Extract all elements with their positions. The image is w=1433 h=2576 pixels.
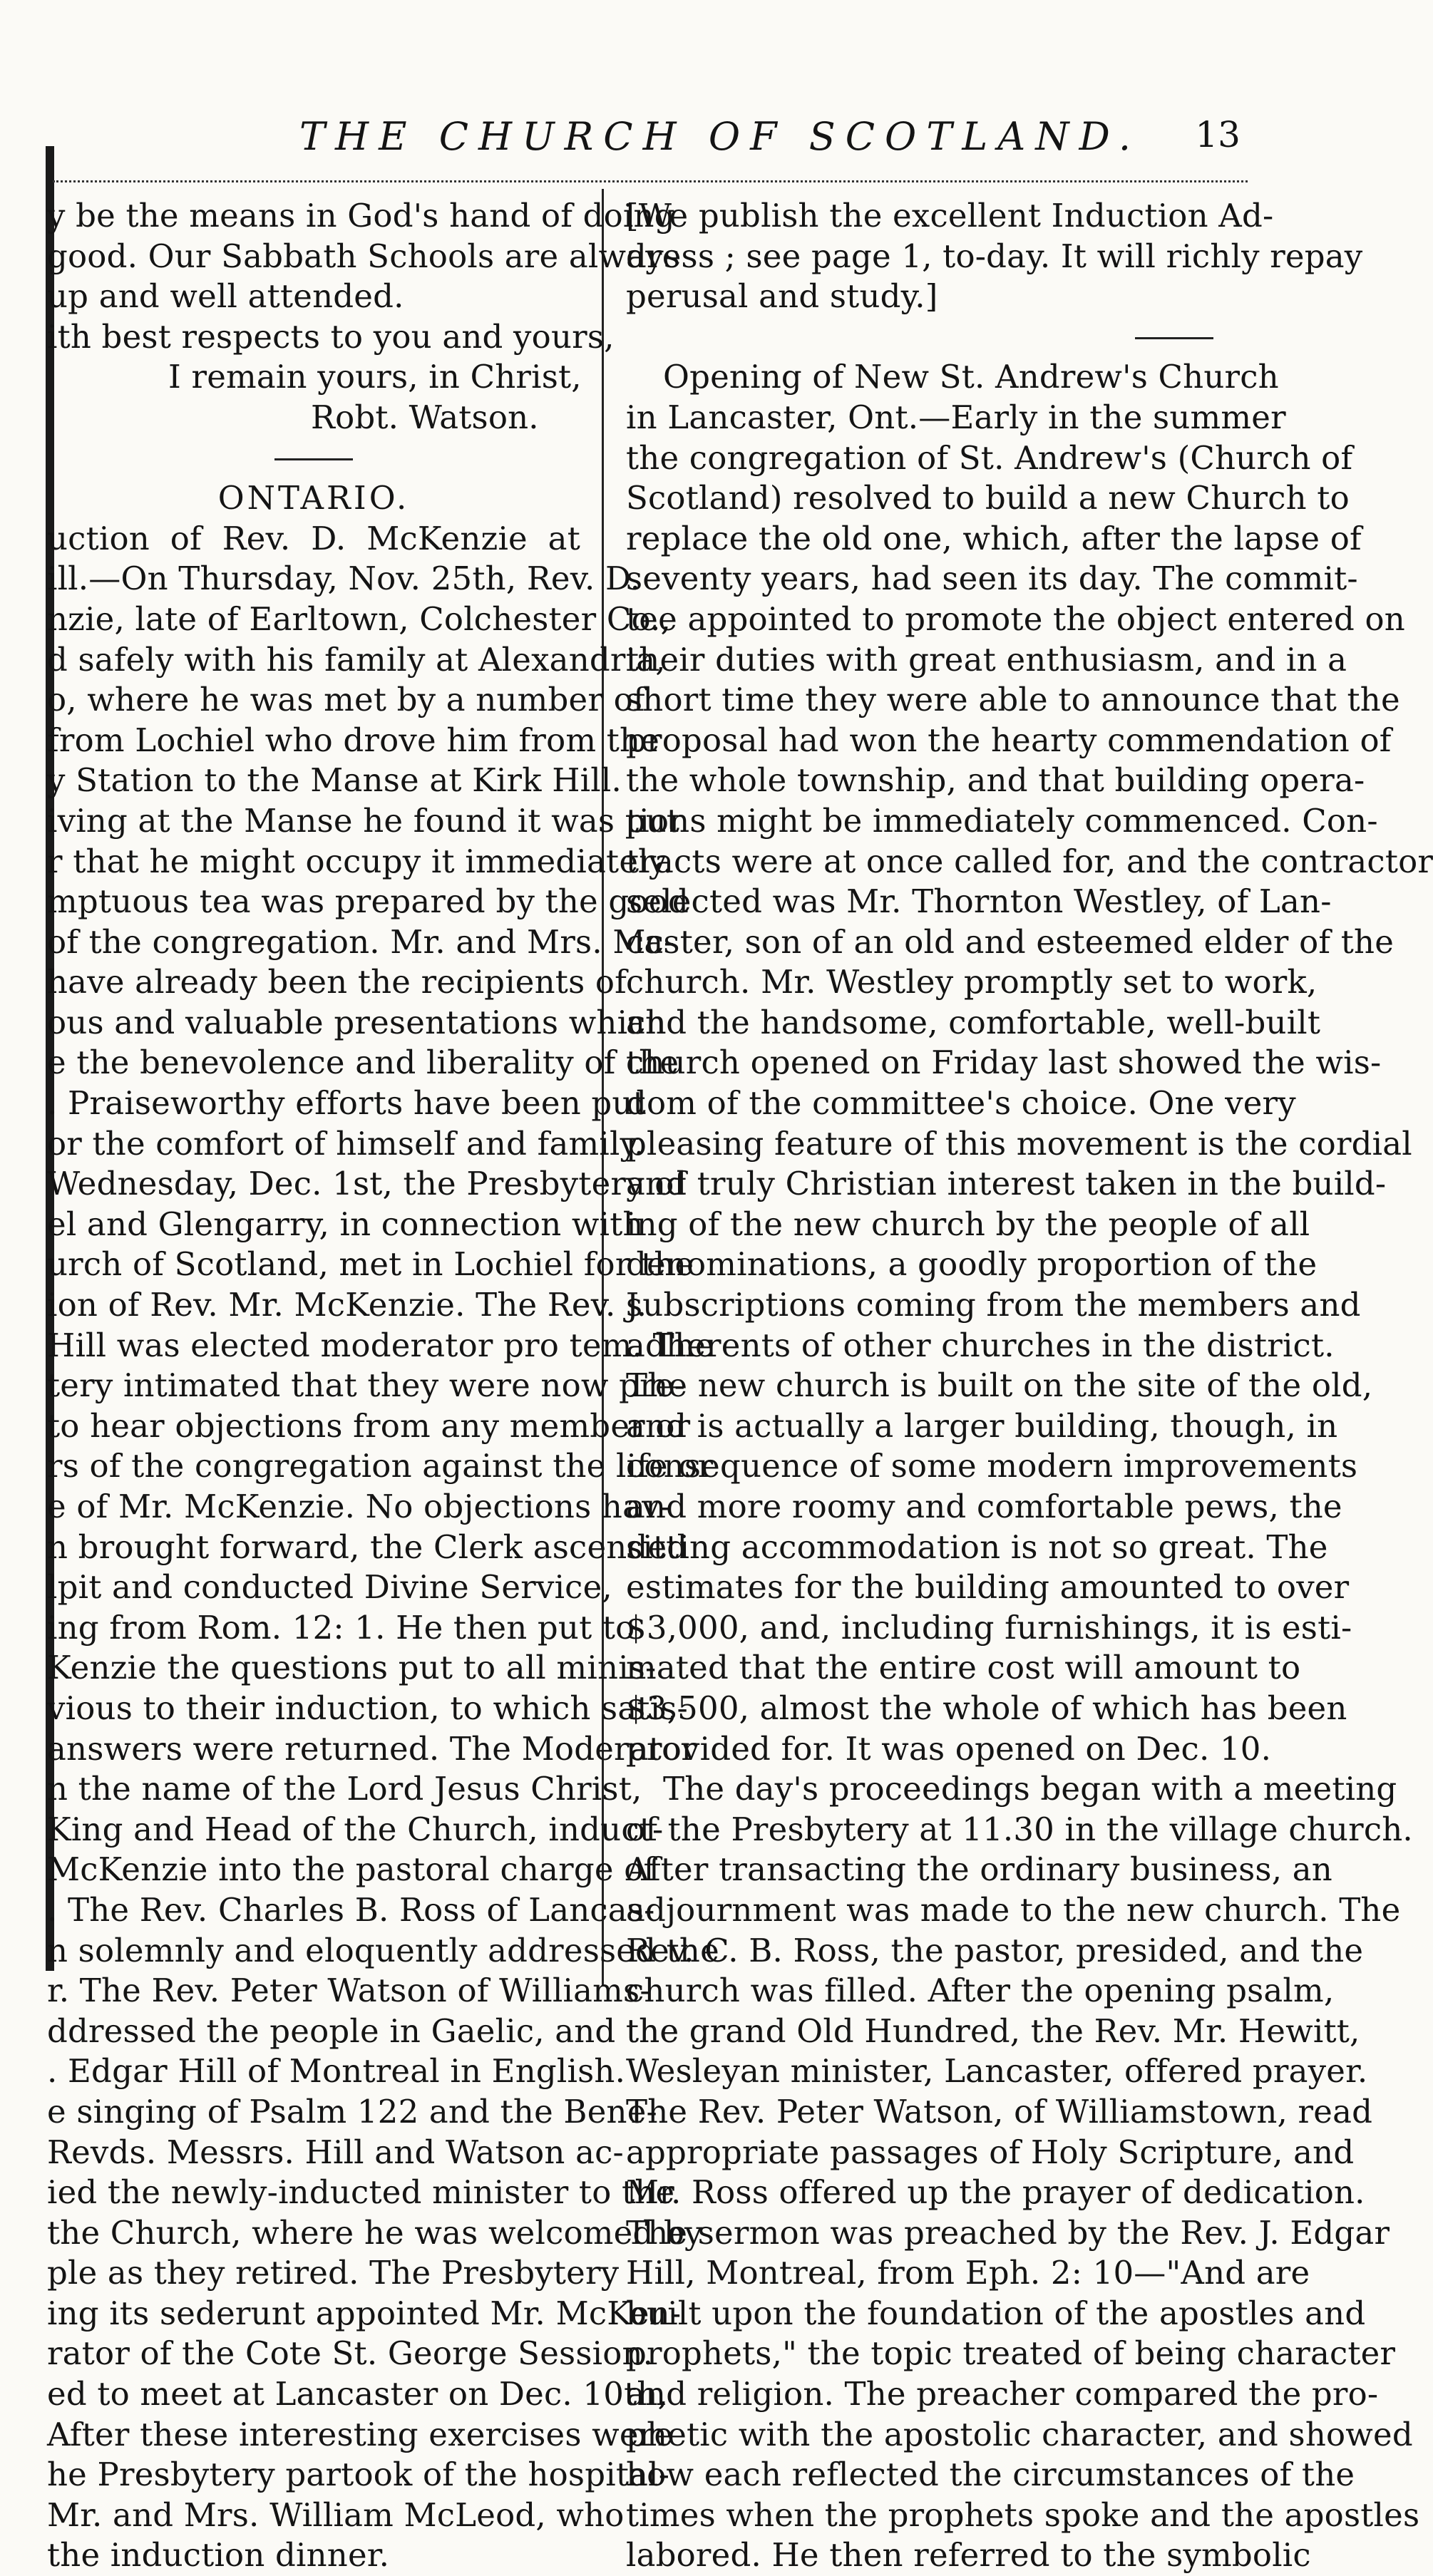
- text-line: and the handsome, comfortable, well-built: [626, 1003, 1321, 1041]
- text-line: subscriptions coming from the members and: [626, 1286, 1361, 1324]
- text-line: ied the newly-inducted minister to the: [47, 2173, 675, 2212]
- text-line: adherents of other churches in the district.: [626, 1326, 1335, 1364]
- article-title-line: Opening of New St. Andrew's Church: [663, 358, 1279, 396]
- text-line: dom of the committee's choice. One very: [626, 1084, 1296, 1123]
- text-line: After these interesting exercises were: [47, 2415, 674, 2453]
- page-header: [214, 114, 1241, 178]
- text-line: the induction dinner.: [47, 2536, 390, 2575]
- text-line: and is actually a larger building, though, in: [626, 1406, 1338, 1445]
- text-line: tee appointed to promote the object entered on: [626, 599, 1405, 638]
- text-line: Rev. C. B. Ross, the pastor, presided, and the: [626, 1931, 1364, 1969]
- text-line: and more roomy and comfortable pews, the: [626, 1488, 1342, 1525]
- text-line: iving at the Manse he found it was put: [47, 801, 680, 840]
- text-line: n solemnly and eloquently addressed the: [47, 1931, 719, 1969]
- text-line: ill.—On Thursday, Nov. 25th, Rev. D.: [47, 560, 641, 598]
- text-line: n the name of the Lord Jesus Christ,: [47, 1770, 642, 1808]
- text-line: answers were returned. The Moderator: [47, 1729, 697, 1768]
- closing-line: I remain yours, in Christ,: [168, 358, 582, 396]
- text-line: denominations, a goodly proportion of the: [626, 1245, 1318, 1284]
- text-line: The sermon was preached by the Rev. J. Edgar: [626, 2213, 1390, 2252]
- section-rule: [47, 438, 580, 479]
- text-line: prophets," the topic treated of being character: [626, 2334, 1396, 2373]
- text-line: Revds. Messrs. Hill and Watson ac-: [47, 2133, 624, 2171]
- text-line: ple as they retired. The Presbytery: [47, 2254, 620, 2292]
- text-line: of the congregation. Mr. and Mrs. Mc-: [47, 922, 675, 961]
- text-line: ing of the new church by the people of all: [626, 1205, 1310, 1243]
- text-line: he Presbytery partook of the hospital-: [47, 2456, 670, 2494]
- running-title: THE CHURCH OF SCOTLAND.: [299, 114, 1141, 159]
- text-line: ddressed the people in Gaelic, and the: [47, 2011, 679, 2050]
- text-line: McKenzie into the pastoral charge of: [47, 1850, 656, 1889]
- text-line: built upon the foundation of the apostles and: [626, 2294, 1366, 2332]
- text-line: King and Head of the Church, induct-: [47, 1810, 664, 1848]
- text-line: appropriate passages of Holy Scripture, and: [626, 2133, 1355, 2171]
- text-line: ion of Rev. Mr. McKenzie. The Rev. J.: [47, 1286, 647, 1324]
- text-line: tery intimated that they were now pre-: [47, 1366, 686, 1405]
- text-line: Mr. and Mrs. William McLeod, who: [47, 2495, 625, 2534]
- text-line: . The Rev. Charles B. Ross of Lancas-: [47, 1890, 655, 1929]
- signature: Robt. Watson.: [311, 398, 539, 436]
- text-line: ed to meet at Lancaster on Dec. 10th,: [47, 2375, 669, 2413]
- text-line: ing its sederunt appointed Mr. McKen-: [47, 2294, 682, 2332]
- page-number: 13: [1195, 114, 1241, 155]
- text-line: and religion. The preacher compared the pro-: [626, 2375, 1379, 2413]
- text-line: . Praiseworthy efforts have been put: [47, 1084, 646, 1123]
- text-line: in Lancaster, Ont.—Early in the summer: [626, 398, 1286, 436]
- text-line: good. Our Sabbath Schools are always: [47, 237, 681, 275]
- text-line: or the comfort of himself and family.: [47, 1124, 644, 1163]
- text-line: from Lochiel who drove him from the: [47, 721, 660, 759]
- text-line: tracts were at once called for, and the contractor: [626, 842, 1433, 880]
- text-line: After transacting the ordinary business, an: [626, 1850, 1332, 1889]
- text-line: Kenzie the questions put to all minis-: [47, 1649, 657, 1687]
- text-line: $3,500, almost the whole of which has been: [626, 1689, 1347, 1727]
- text-line: ing from Rom. 12: 1. He then put to: [47, 1608, 635, 1647]
- text-line: the whole township, and that building opera-: [626, 761, 1365, 800]
- text-line: n brought forward, the Clerk ascended: [47, 1527, 688, 1566]
- text-line: caster, son of an old and esteemed elder of the: [626, 922, 1395, 961]
- left-column: [47, 196, 719, 2575]
- text-line: provided for. It was opened on Dec. 10.: [626, 1729, 1272, 1768]
- text-line: y Station to the Manse at Kirk Hill.: [47, 761, 622, 800]
- text-line: church. Mr. Westley promptly set to work,: [626, 963, 1318, 1001]
- text-line: Wesleyan minister, Lancaster, offered prayer.: [626, 2052, 1368, 2091]
- text-line: short time they were able to announce that the: [626, 681, 1400, 719]
- editor-note-line: perusal and study.]: [626, 277, 938, 316]
- text-line: and truly Christian interest taken in the build-: [626, 1165, 1387, 1203]
- text-line: vious to their induction, to which satis-: [47, 1689, 688, 1727]
- text-line: selected was Mr. Thornton Westley, of Lan-: [626, 882, 1332, 921]
- text-line: Hill, Montreal, from Eph. 2: 10—"And are: [626, 2254, 1310, 2292]
- text-line: el and Glengarry, in connection with: [47, 1205, 644, 1243]
- text-line: to hear objections from any member or: [47, 1406, 691, 1445]
- text-line: pleasing feature of this movement is the cordial: [626, 1124, 1412, 1163]
- text-line: d safely with his family at Alexandria,: [47, 640, 666, 679]
- text-line: consequence of some modern improvements: [626, 1447, 1358, 1485]
- text-line: nzie, late of Earltown, Colchester Co.,: [47, 599, 671, 638]
- text-line: Mr. Ross offered up the prayer of dedication.: [626, 2173, 1365, 2212]
- section-rule: [626, 317, 1242, 358]
- editor-note-line: [We publish the excellent Induction Ad-: [626, 197, 1274, 235]
- text-line: e of Mr. McKenzie. No objections hav-: [47, 1488, 672, 1525]
- text-line: . Edgar Hill of Montreal in English.: [47, 2052, 626, 2091]
- text-line: e the benevolence and liberality of the: [47, 1044, 679, 1082]
- text-line: r. The Rev. Peter Watson of Williams-: [47, 1972, 651, 2010]
- text-line: $3,000, and, including furnishings, it is esti-: [626, 1608, 1352, 1647]
- text-line: tions might be immediately commenced. Con-: [626, 801, 1378, 840]
- text-line: estimates for the building amounted to over: [626, 1568, 1350, 1607]
- text-line: the grand Old Hundred, the Rev. Mr. Hewitt,: [626, 2011, 1360, 2050]
- text-line: of the Presbytery at 11.30 in the village church.: [626, 1810, 1413, 1848]
- article-title-line: uction of Rev. D. McKenzie at: [47, 519, 580, 557]
- text-line: The new church is built on the site of the old,: [626, 1366, 1373, 1405]
- editor-note-line: dress ; see page 1, to-day. It will richly repay: [626, 237, 1363, 275]
- text-line: how each reflected the circumstances of the: [626, 2456, 1355, 2494]
- text-line: mptuous tea was prepared by the good: [47, 882, 689, 921]
- text-line: Scotland) resolved to build a new Church to: [626, 479, 1350, 517]
- text-line: times when the prophets spoke and the apostles: [626, 2495, 1420, 2534]
- text-line: the congregation of St. Andrew's (Church of: [626, 438, 1353, 477]
- text-line: The Rev. Peter Watson, of Williamstown, read: [626, 2092, 1373, 2131]
- text-line: Hill was elected moderator pro tem. The: [47, 1326, 714, 1364]
- text-line: their duties with great enthusiasm, and in a: [626, 640, 1347, 679]
- text-line: o, where he was met by a number of: [47, 681, 645, 719]
- text-line: The day's proceedings began with a meeting: [663, 1770, 1397, 1808]
- text-line: rs of the congregation against the life or: [47, 1447, 714, 1485]
- right-column: [626, 196, 1433, 2575]
- text-line: ous and valuable presentations which: [47, 1003, 667, 1041]
- header-rule: [53, 180, 1248, 182]
- text-line: church opened on Friday last showed the wis-: [626, 1044, 1382, 1082]
- text-line: ith best respects to you and yours,: [47, 317, 615, 356]
- text-line: up and well attended.: [47, 277, 404, 316]
- text-line: the Church, where he was welcomed by: [47, 2213, 703, 2252]
- text-line: have already been the recipients of: [47, 963, 627, 1001]
- text-line: Wednesday, Dec. 1st, the Presbytery of: [47, 1165, 687, 1203]
- text-line: adjournment was made to the new church. The: [626, 1890, 1401, 1929]
- text-line: labored. He then referred to the symbolic: [626, 2536, 1311, 2575]
- text-line: y be the means in God's hand of doing: [47, 197, 675, 235]
- section-heading: ONTARIO.: [217, 479, 410, 517]
- text-line: replace the old one, which, after the lapse of: [626, 519, 1362, 557]
- text-line: lpit and conducted Divine Service,: [47, 1568, 612, 1607]
- text-line: phetic with the apostolic character, and showed: [626, 2415, 1413, 2453]
- text-line: church was filled. After the opening psalm,: [626, 1972, 1335, 2010]
- text-line: mated that the entire cost will amount to: [626, 1649, 1301, 1687]
- text-line: e singing of Psalm 122 and the Bene-: [47, 2092, 657, 2131]
- text-line: proposal had won the hearty commendation of: [626, 721, 1392, 759]
- text-line: seventy years, had seen its day. The commit-: [626, 560, 1358, 598]
- text-line: sitting accommodation is not so great. The: [626, 1527, 1328, 1566]
- text-line: r that he might occupy it immediately.: [47, 842, 673, 880]
- text-line: urch of Scotland, met in Lochiel for the: [47, 1245, 694, 1284]
- text-line: rator of the Cote St. George Session.: [47, 2334, 654, 2373]
